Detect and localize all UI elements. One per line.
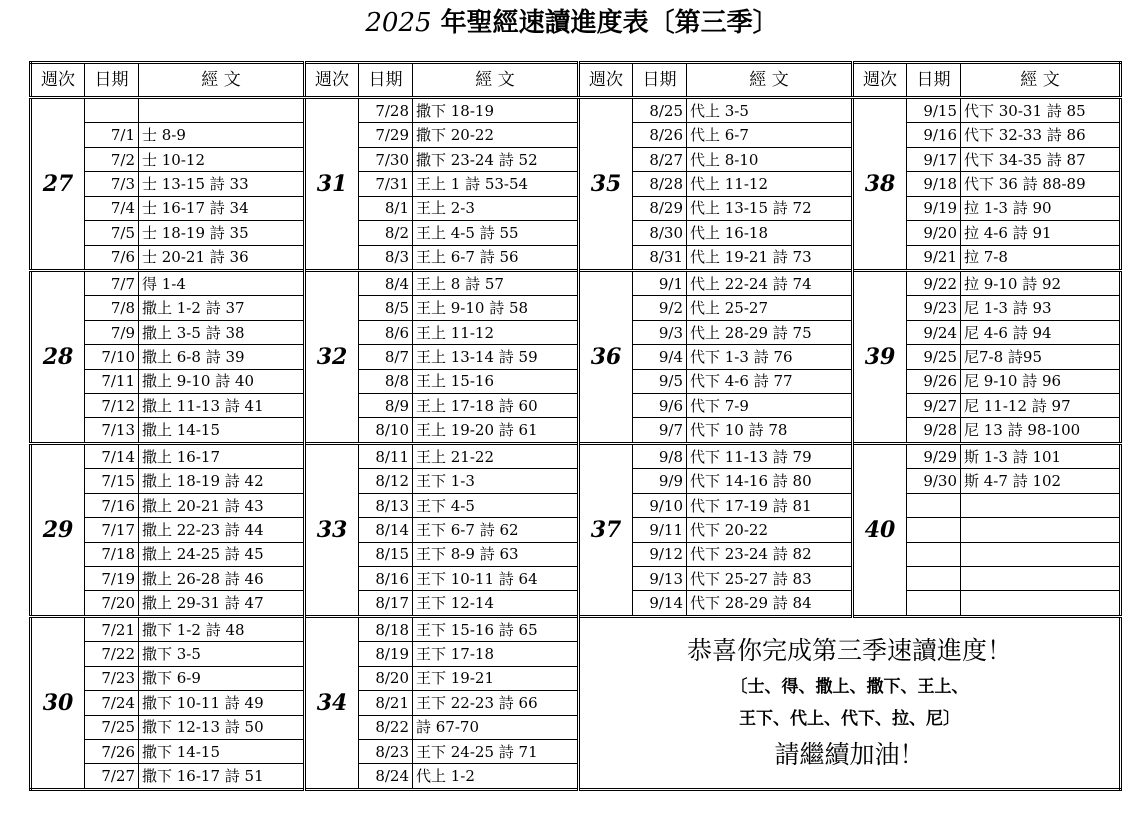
week-number: 39 [853, 270, 907, 443]
header-week: 週次 [305, 63, 359, 98]
date-cell: 7/1 [85, 123, 139, 147]
scripture-cell: 代下 17-19 詩 81 [687, 493, 853, 517]
date-cell: 8/20 [359, 666, 413, 690]
scripture-cell: 士 20-21 詩 36 [139, 245, 305, 270]
scripture-cell: 代上 28-29 詩 75 [687, 320, 853, 344]
date-cell: 7/30 [359, 147, 413, 171]
date-cell: 7/17 [85, 518, 139, 542]
scripture-cell: 代下 23-24 詩 82 [687, 542, 853, 566]
date-cell: 7/22 [85, 642, 139, 666]
date-cell: 7/29 [359, 123, 413, 147]
date-cell: 8/27 [633, 147, 687, 171]
scripture-cell: 代上 11-12 [687, 172, 853, 196]
title-text: 年聖經速讀進度表〔第三季〕 [431, 8, 779, 38]
week-number: 31 [305, 98, 359, 271]
scripture-cell: 王下 19-21 [413, 666, 579, 690]
scripture-cell: 代下 28-29 詩 84 [687, 591, 853, 616]
header-date: 日期 [359, 63, 413, 98]
date-cell: 7/9 [85, 320, 139, 344]
scripture-cell: 代上 25-27 [687, 296, 853, 320]
scripture-cell: 王下 4-5 [413, 493, 579, 517]
scripture-cell: 代下 20-22 [687, 518, 853, 542]
date-cell: 7/7 [85, 270, 139, 295]
date-cell: 7/23 [85, 666, 139, 690]
date-cell: 7/21 [85, 616, 139, 641]
date-cell: 7/4 [85, 196, 139, 220]
date-cell: 7/19 [85, 567, 139, 591]
congrats-message [579, 616, 1121, 789]
scripture-cell: 撒下 14-15 [139, 740, 305, 764]
date-cell: 8/9 [359, 394, 413, 418]
date-cell: 7/8 [85, 296, 139, 320]
header-week: 週次 [579, 63, 633, 98]
scripture-cell: 拉 9-10 詩 92 [961, 270, 1121, 295]
date-cell: 7/11 [85, 369, 139, 393]
date-cell: 9/3 [633, 320, 687, 344]
schedule-row [31, 98, 1121, 123]
date-cell: 7/20 [85, 591, 139, 616]
date-cell: 9/11 [633, 518, 687, 542]
scripture-cell: 撒下 12-13 詩 50 [139, 715, 305, 739]
week-number: 27 [31, 98, 85, 271]
scripture-cell: 尼 1-3 詩 93 [961, 296, 1121, 320]
header-scripture: 經 文 [139, 63, 305, 98]
scripture-cell: 拉 7-8 [961, 245, 1121, 270]
date-cell: 7/14 [85, 443, 139, 468]
scripture-cell: 王上 15-16 [413, 369, 579, 393]
schedule-row [31, 196, 1121, 220]
scripture-cell: 王上 1 詩 53-54 [413, 172, 579, 196]
date-cell: 8/16 [359, 567, 413, 591]
scripture-cell [961, 542, 1121, 566]
scripture-cell: 王上 2-3 [413, 196, 579, 220]
scripture-cell: 士 10-12 [139, 147, 305, 171]
scripture-cell: 士 13-15 詩 33 [139, 172, 305, 196]
date-cell: 9/23 [907, 296, 961, 320]
date-cell: 9/26 [907, 369, 961, 393]
scripture-cell: 王上 13-14 詩 59 [413, 345, 579, 369]
date-cell: 8/7 [359, 345, 413, 369]
scripture-cell: 撒上 22-23 詩 44 [139, 518, 305, 542]
date-cell: 7/6 [85, 245, 139, 270]
scripture-cell: 撒下 3-5 [139, 642, 305, 666]
date-cell: 8/23 [359, 740, 413, 764]
date-cell: 8/24 [359, 764, 413, 790]
scripture-cell: 代下 34-35 詩 87 [961, 147, 1121, 171]
date-cell: 9/29 [907, 443, 961, 468]
scripture-cell: 斯 1-3 詩 101 [961, 443, 1121, 468]
date-cell: 8/5 [359, 296, 413, 320]
scripture-cell [961, 493, 1121, 517]
date-cell: 8/1 [359, 196, 413, 220]
schedule-row [31, 616, 1121, 641]
schedule-row [31, 469, 1121, 493]
date-cell: 7/27 [85, 764, 139, 790]
date-cell: 8/2 [359, 221, 413, 245]
schedule-row [31, 591, 1121, 616]
week-number: 33 [305, 443, 359, 616]
date-cell [85, 98, 139, 123]
scripture-cell: 士 16-17 詩 34 [139, 196, 305, 220]
scripture-cell: 代上 19-21 詩 73 [687, 245, 853, 270]
header-scripture: 經 文 [961, 63, 1121, 98]
scripture-cell: 王上 9-10 詩 58 [413, 296, 579, 320]
scripture-cell: 代下 32-33 詩 86 [961, 123, 1121, 147]
date-cell: 7/5 [85, 221, 139, 245]
scripture-cell: 王下 15-16 詩 65 [413, 616, 579, 641]
date-cell: 9/2 [633, 296, 687, 320]
scripture-cell: 代上 1-2 [413, 764, 579, 790]
date-cell [907, 567, 961, 591]
scripture-cell: 尼 4-6 詩 94 [961, 320, 1121, 344]
header-scripture: 經 文 [413, 63, 579, 98]
week-number: 36 [579, 270, 633, 443]
scripture-cell: 得 1-4 [139, 270, 305, 295]
scripture-cell: 撒上 14-15 [139, 418, 305, 443]
scripture-cell: 王下 6-7 詩 62 [413, 518, 579, 542]
message-line-2: 〔士、得、撒上、撒下、王上、 [730, 676, 969, 697]
date-cell: 9/5 [633, 369, 687, 393]
date-cell: 8/17 [359, 591, 413, 616]
scripture-cell: 斯 4-7 詩 102 [961, 469, 1121, 493]
scripture-cell: 士 8-9 [139, 123, 305, 147]
scripture-cell: 代下 1-3 詩 76 [687, 345, 853, 369]
scripture-cell: 拉 4-6 詩 91 [961, 221, 1121, 245]
date-cell: 8/14 [359, 518, 413, 542]
scripture-cell: 代上 8-10 [687, 147, 853, 171]
date-cell: 8/25 [633, 98, 687, 123]
schedule-row [31, 172, 1121, 196]
date-cell: 9/12 [633, 542, 687, 566]
date-cell: 9/22 [907, 270, 961, 295]
schedule-row [31, 418, 1121, 443]
date-cell: 7/12 [85, 394, 139, 418]
scripture-cell: 撒上 9-10 詩 40 [139, 369, 305, 393]
week-number: 32 [305, 270, 359, 443]
message-line-4: 請繼續加油！ [774, 739, 925, 769]
date-cell: 7/10 [85, 345, 139, 369]
week-number: 29 [31, 443, 85, 616]
scripture-cell: 代下 7-9 [687, 394, 853, 418]
scripture-cell: 王上 6-7 詩 56 [413, 245, 579, 270]
schedule-row [31, 542, 1121, 566]
header-date: 日期 [907, 63, 961, 98]
header-week: 週次 [853, 63, 907, 98]
scripture-cell [961, 518, 1121, 542]
scripture-cell: 代上 22-24 詩 74 [687, 270, 853, 295]
scripture-cell: 代上 13-15 詩 72 [687, 196, 853, 220]
scripture-cell: 撒上 18-19 詩 42 [139, 469, 305, 493]
scripture-cell: 代下 14-16 詩 80 [687, 469, 853, 493]
scripture-cell: 代上 6-7 [687, 123, 853, 147]
scripture-cell: 撒上 29-31 詩 47 [139, 591, 305, 616]
scripture-cell: 詩 67-70 [413, 715, 579, 739]
scripture-cell: 撒上 6-8 詩 39 [139, 345, 305, 369]
scripture-cell: 王上 21-22 [413, 443, 579, 468]
week-number: 38 [853, 98, 907, 271]
schedule-row [31, 394, 1121, 418]
week-number: 35 [579, 98, 633, 271]
header-row [31, 63, 1121, 98]
header-week: 週次 [31, 63, 85, 98]
date-cell: 8/3 [359, 245, 413, 270]
date-cell: 8/13 [359, 493, 413, 517]
page-title [0, 6, 1144, 40]
date-cell: 8/6 [359, 320, 413, 344]
date-cell [907, 493, 961, 517]
date-cell: 8/21 [359, 691, 413, 715]
schedule-row [31, 369, 1121, 393]
date-cell: 9/14 [633, 591, 687, 616]
scripture-cell: 撒上 11-13 詩 41 [139, 394, 305, 418]
date-cell: 8/11 [359, 443, 413, 468]
scripture-cell: 王上 8 詩 57 [413, 270, 579, 295]
scripture-cell: 撒下 6-9 [139, 666, 305, 690]
date-cell: 7/26 [85, 740, 139, 764]
scripture-cell: 王下 12-14 [413, 591, 579, 616]
schedule-row [31, 296, 1121, 320]
scripture-cell: 撒上 16-17 [139, 443, 305, 468]
date-cell: 8/8 [359, 369, 413, 393]
date-cell: 9/6 [633, 394, 687, 418]
date-cell: 7/24 [85, 691, 139, 715]
date-cell: 7/2 [85, 147, 139, 171]
reading-schedule-table [29, 61, 1122, 791]
date-cell: 9/30 [907, 469, 961, 493]
scripture-cell: 撒下 16-17 詩 51 [139, 764, 305, 790]
scripture-cell: 尼 9-10 詩 96 [961, 369, 1121, 393]
date-cell: 8/10 [359, 418, 413, 443]
schedule-row [31, 567, 1121, 591]
date-cell: 8/22 [359, 715, 413, 739]
scripture-cell: 撒下 23-24 詩 52 [413, 147, 579, 171]
scripture-cell: 尼 13 詩 98-100 [961, 418, 1121, 443]
date-cell: 8/4 [359, 270, 413, 295]
date-cell: 9/24 [907, 320, 961, 344]
schedule-row [31, 443, 1121, 468]
date-cell: 9/17 [907, 147, 961, 171]
date-cell: 8/31 [633, 245, 687, 270]
schedule-row [31, 493, 1121, 517]
date-cell [907, 518, 961, 542]
date-cell: 9/28 [907, 418, 961, 443]
schedule-row [31, 345, 1121, 369]
scripture-cell: 王上 19-20 詩 61 [413, 418, 579, 443]
date-cell: 7/16 [85, 493, 139, 517]
date-cell: 9/16 [907, 123, 961, 147]
scripture-cell: 撒上 3-5 詩 38 [139, 320, 305, 344]
date-cell: 8/28 [633, 172, 687, 196]
date-cell: 8/19 [359, 642, 413, 666]
date-cell: 9/20 [907, 221, 961, 245]
date-cell: 7/31 [359, 172, 413, 196]
message-line-1: 恭喜你完成第三季速讀進度！ [686, 635, 1012, 665]
scripture-cell: 撒上 26-28 詩 46 [139, 567, 305, 591]
scripture-cell: 尼 11-12 詩 97 [961, 394, 1121, 418]
scripture-cell [961, 567, 1121, 591]
schedule-row [31, 123, 1121, 147]
scripture-cell [961, 591, 1121, 616]
date-cell: 8/29 [633, 196, 687, 220]
date-cell: 9/27 [907, 394, 961, 418]
date-cell: 7/18 [85, 542, 139, 566]
scripture-cell: 士 18-19 詩 35 [139, 221, 305, 245]
week-number: 34 [305, 616, 359, 789]
scripture-cell: 王上 17-18 詩 60 [413, 394, 579, 418]
week-number: 30 [31, 616, 85, 789]
date-cell: 7/25 [85, 715, 139, 739]
date-cell [907, 542, 961, 566]
week-number: 40 [853, 443, 907, 616]
scripture-cell: 拉 1-3 詩 90 [961, 196, 1121, 220]
date-cell: 8/15 [359, 542, 413, 566]
date-cell: 9/9 [633, 469, 687, 493]
schedule-row [31, 245, 1121, 270]
date-cell: 9/15 [907, 98, 961, 123]
scripture-cell: 撒下 10-11 詩 49 [139, 691, 305, 715]
header-scripture: 經 文 [687, 63, 853, 98]
date-cell [907, 591, 961, 616]
schedule-row [31, 147, 1121, 171]
scripture-cell: 代下 10 詩 78 [687, 418, 853, 443]
schedule-row [31, 320, 1121, 344]
scripture-cell: 王下 1-3 [413, 469, 579, 493]
date-cell: 7/28 [359, 98, 413, 123]
scripture-cell: 王下 24-25 詩 71 [413, 740, 579, 764]
date-cell: 9/7 [633, 418, 687, 443]
scripture-cell: 代上 16-18 [687, 221, 853, 245]
scripture-cell: 王下 10-11 詩 64 [413, 567, 579, 591]
date-cell: 8/18 [359, 616, 413, 641]
scripture-cell: 王上 4-5 詩 55 [413, 221, 579, 245]
week-number: 28 [31, 270, 85, 443]
date-cell: 8/26 [633, 123, 687, 147]
scripture-cell: 王下 17-18 [413, 642, 579, 666]
scripture-cell: 王下 8-9 詩 63 [413, 542, 579, 566]
message-line-3: 王下、代上、代下、拉、尼〕 [739, 708, 960, 729]
date-cell: 8/12 [359, 469, 413, 493]
title-year: 2025 [365, 8, 432, 38]
date-cell: 7/13 [85, 418, 139, 443]
scripture-cell: 代下 30-31 詩 85 [961, 98, 1121, 123]
date-cell: 9/25 [907, 345, 961, 369]
scripture-cell: 代下 4-6 詩 77 [687, 369, 853, 393]
date-cell: 9/13 [633, 567, 687, 591]
date-cell: 9/4 [633, 345, 687, 369]
schedule-row [31, 221, 1121, 245]
date-cell: 9/21 [907, 245, 961, 270]
scripture-cell: 撒上 24-25 詩 45 [139, 542, 305, 566]
schedule-row [31, 518, 1121, 542]
date-cell: 7/15 [85, 469, 139, 493]
header-date: 日期 [633, 63, 687, 98]
date-cell: 9/1 [633, 270, 687, 295]
date-cell: 9/8 [633, 443, 687, 468]
date-cell: 8/30 [633, 221, 687, 245]
scripture-cell: 撒下 20-22 [413, 123, 579, 147]
week-number: 37 [579, 443, 633, 616]
scripture-cell: 撒上 20-21 詩 43 [139, 493, 305, 517]
scripture-cell [139, 98, 305, 123]
date-cell: 7/3 [85, 172, 139, 196]
scripture-cell: 代下 11-13 詩 79 [687, 443, 853, 468]
header-date: 日期 [85, 63, 139, 98]
scripture-cell: 撒下 18-19 [413, 98, 579, 123]
scripture-cell: 代下 36 詩 88-89 [961, 172, 1121, 196]
scripture-cell: 撒下 1-2 詩 48 [139, 616, 305, 641]
scripture-cell: 代下 25-27 詩 83 [687, 567, 853, 591]
date-cell: 9/18 [907, 172, 961, 196]
scripture-cell: 撒上 1-2 詩 37 [139, 296, 305, 320]
schedule-row [31, 270, 1121, 295]
date-cell: 9/10 [633, 493, 687, 517]
date-cell: 9/19 [907, 196, 961, 220]
scripture-cell: 王下 22-23 詩 66 [413, 691, 579, 715]
scripture-cell: 代上 3-5 [687, 98, 853, 123]
scripture-cell: 王上 11-12 [413, 320, 579, 344]
scripture-cell: 尼7-8 詩95 [961, 345, 1121, 369]
